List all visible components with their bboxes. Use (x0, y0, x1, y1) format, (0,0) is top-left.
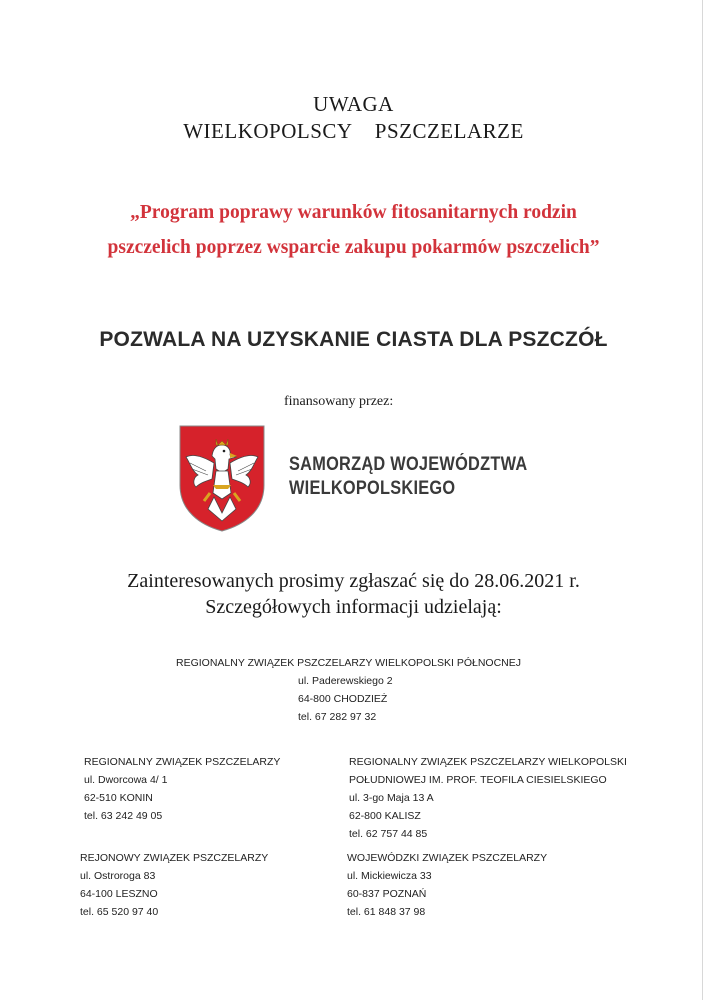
header-audience: WIELKOPOLSCY PSZCZELARZE (183, 119, 524, 143)
org-leszno (80, 849, 268, 921)
org-phone: tel. 63 242 49 05 (84, 810, 163, 822)
headline: POZWALA NA UZYSKANIE CIASTA DLA PSZCZÓŁ (99, 328, 608, 351)
org-street: ul. 3-go Maja 13 A (349, 792, 434, 804)
org-phone: tel. 65 520 97 40 (80, 906, 159, 918)
org-phone: tel. 61 848 37 98 (347, 906, 426, 918)
org-kalisz (349, 753, 627, 843)
org-name: REGIONALNY ZWIĄZEK PSZCZELARZY (84, 756, 281, 768)
org-city: 64-100 LESZNO (80, 888, 158, 900)
org-name: REJONOWY ZWIĄZEK PSZCZELARZY (80, 852, 269, 864)
org-name: REGIONALNY ZWIĄZEK PSZCZELARZY WIELKOPOLSKI PÓŁNOCNEJ (176, 657, 522, 669)
org-chodziez (176, 654, 521, 726)
org-city: 62-800 KALISZ (349, 810, 421, 822)
org-name-2: POŁUDNIOWEJ IM. PROF. TEOFILA CIESIELSKIEGO (349, 774, 607, 786)
org-phone: tel. 67 282 97 32 (298, 711, 377, 723)
logo-text-line2: WIELKOPOLSKIEGO (289, 478, 456, 499)
org-name: REGIONALNY ZWIĄZEK PSZCZELARZY WIELKOPOLSKI (349, 756, 627, 768)
org-street: ul. Dworcowa 4/ 1 (84, 774, 168, 786)
org-street: ul. Mickiewicza 33 (347, 870, 432, 882)
program-title-line2: pszczelich poprzez wsparcie zakupu pokarmów pszczelich” (107, 237, 600, 258)
page-edge (702, 0, 703, 1000)
org-poznan (347, 849, 547, 921)
contact-intro: Szczegółowych informacji udzielają: (205, 596, 502, 618)
org-city: 64-800 CHODZIEŻ (298, 693, 388, 705)
eagle-coat-of-arms-icon (176, 423, 268, 533)
org-name: WOJEWÓDZKI ZWIĄZEK PSZCZELARZY (347, 852, 548, 864)
program-title-line1: „Program poprawy warunków fitosanitarnych rodzin (130, 202, 577, 223)
org-street: ul. Ostroroga 83 (80, 870, 156, 882)
org-konin (84, 753, 280, 825)
org-city: 62-510 KONIN (84, 792, 153, 804)
financed-by-label: finansowany przez: (284, 394, 394, 409)
org-city: 60-837 POZNAŃ (347, 888, 427, 900)
deadline-text: Zainteresowanych prosimy zgłaszać się do 28.06.2021 r. (127, 570, 580, 592)
logo-text-line1: SAMORZĄD WOJEWÓDZTWA (289, 454, 528, 475)
org-phone: tel. 62 757 44 85 (349, 828, 428, 840)
org-street: ul. Paderewskiego 2 (298, 675, 393, 687)
header-uwaga: UWAGA (313, 92, 394, 116)
logo-text (289, 453, 527, 501)
